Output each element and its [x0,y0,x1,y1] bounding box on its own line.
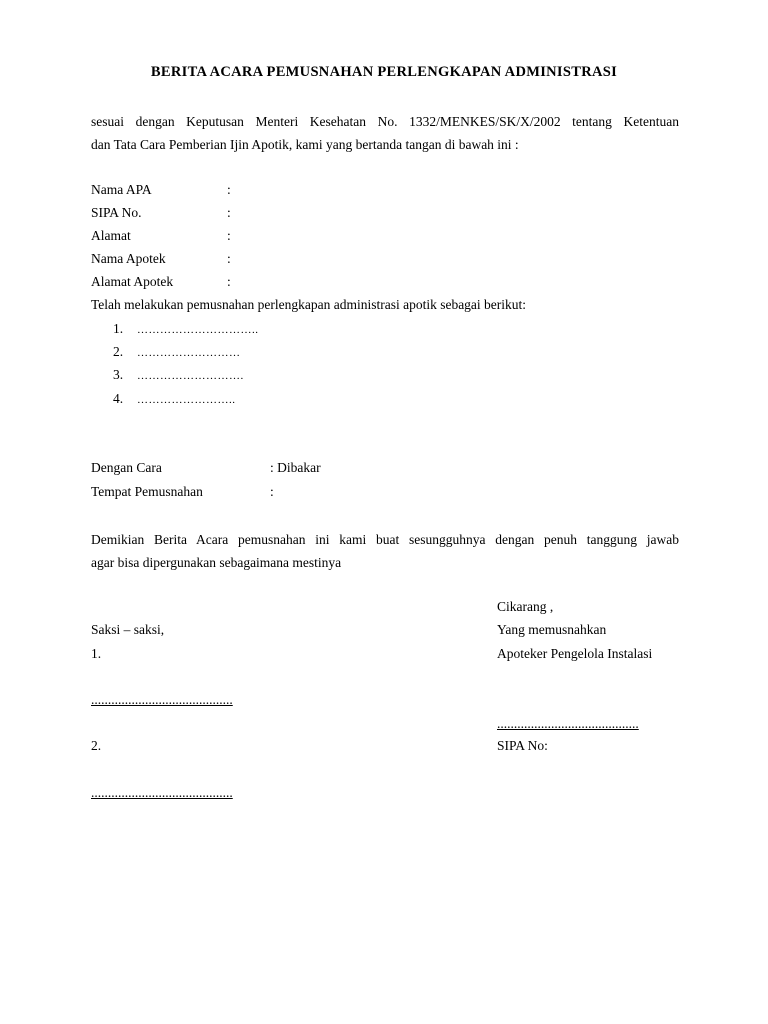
statement-text: Telah melakukan pemusnahan perlengkapan administrasi apotik sebagai berikut: [91,297,527,312]
field-colon: : [227,274,231,289]
field-label-alamat-apotek: Alamat Apotek [91,274,174,289]
signer-place-date: Cikarang , [497,599,554,614]
signer-sipa: SIPA No: [497,738,548,753]
witness-signature-line-1: .......................................... [91,692,233,707]
witness-number-1: 1. [91,646,102,661]
field-label-nama-apa: Nama APA [91,182,152,197]
intro-line-2: dan Tata Cara Pemberian Ijin Apotik, kami yang bertanda tangan di bawah ini : [91,137,519,152]
field-colon: : [227,182,231,197]
list-item-number: 3. [113,367,124,382]
signer-signature-line: .......................................... [497,716,639,731]
signer-role: Yang memusnahkan [497,622,607,637]
field-label-nama-apotek: Nama Apotek [91,251,166,266]
list-item-dots: ……………………… [137,347,241,359]
closing-line-1: Demikian Berita Acara pemusnahan ini kami buat sesungguhnya dengan penuh tanggung jawab [91,532,679,547]
list-item-number: 2. [113,344,124,359]
field-colon: : [227,251,231,266]
signer-title: Apoteker Pengelola Instalasi [497,646,653,661]
witness-heading: Saksi – saksi, [91,622,165,637]
list-item-dots: ………………………….. [137,324,259,336]
list-item-dots: …………………….. [137,394,236,406]
document-title: BERITA ACARA PEMUSNAHAN PERLENGKAPAN ADMINISTRASI [150,64,618,80]
witness-number-2: 2. [91,738,102,753]
list-item-number: 4. [113,391,124,406]
intro-paragraph [91,110,679,156]
field-colon: : [227,228,231,243]
field-label-sipa-no: SIPA No. [91,205,142,220]
field-label-alamat: Alamat [91,228,131,243]
closing-paragraph [91,528,679,574]
place-label: Tempat Pemusnahan [91,484,203,499]
list-item-number: 1. [113,321,124,336]
intro-line-1: sesuai dengan Keputusan Menteri Kesehatan No. 1332/MENKES/SK/X/2002 tentang Ketentuan [91,114,679,129]
field-colon: : [227,205,231,220]
witness-signature-line-2: .......................................... [91,785,233,800]
method-label: Dengan Cara [91,460,162,475]
list-item-dots: ………………………. [137,370,244,382]
place-value: : [270,484,274,499]
method-value: : Dibakar [270,460,321,475]
closing-line-2: agar bisa dipergunakan sebagaimana mestinya [91,555,342,570]
